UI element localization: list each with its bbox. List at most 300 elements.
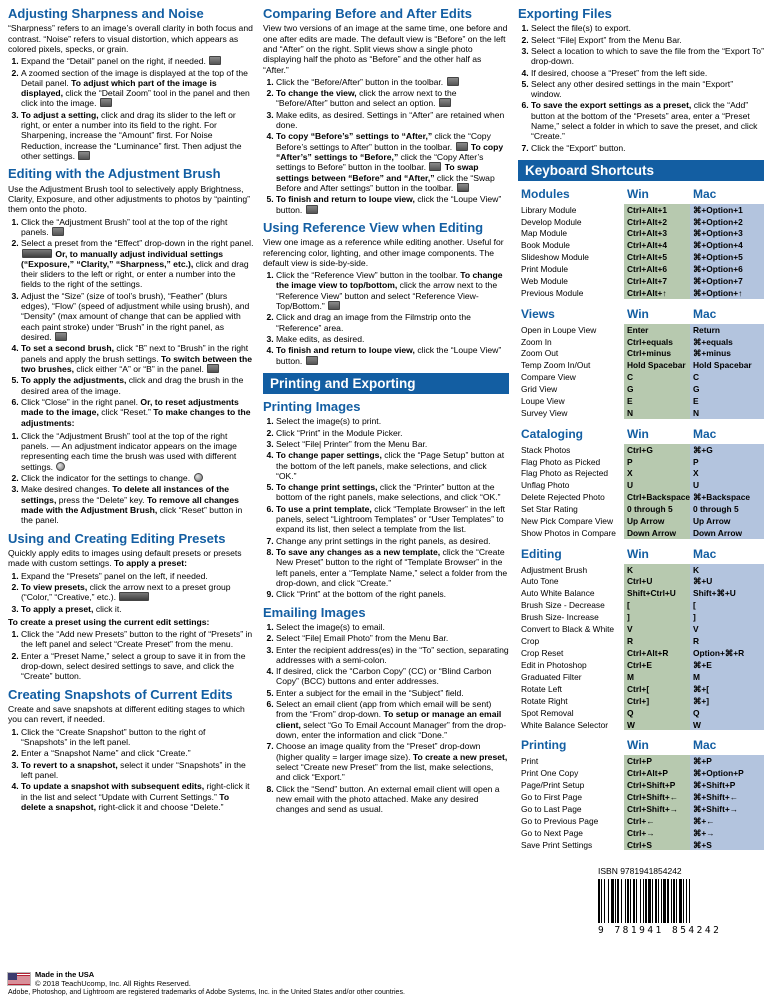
shortcut-row xyxy=(518,827,764,839)
list-item: 4. To update a snapshot with subsequent edits, right-click it in the list and select “Update with Current Settings.” To delete a snapshot, right-click it and choose “Delete.” xyxy=(21,781,254,812)
bold-phrase: To apply the adjustments, xyxy=(21,375,127,386)
bold-phrase: To use a print template, xyxy=(276,503,372,514)
bold-phrase: To adjust a setting, xyxy=(21,109,99,120)
list-item: 2. A zoomed section of the image is displayed at the top of the Detail panel. To adjust which part of the image is displayed, click the “Detail Zoom” tool in the panel and then click into the image. xyxy=(21,68,254,109)
shortcut-action: Rotate Left xyxy=(521,683,562,694)
shortcut-action: White Balance Selector xyxy=(521,719,609,730)
shortcut-win-key: Ctrl+Alt+6 xyxy=(624,263,690,275)
swap-settings-icon xyxy=(457,183,469,192)
shortcut-action: Brush Size - Decrease xyxy=(521,600,605,611)
list-item: 3. Make edits, as desired. xyxy=(276,334,509,344)
shortcut-mac-key: R xyxy=(690,635,764,647)
bold-phrase: To delete all instances of the settings, xyxy=(21,484,230,505)
list-item: 7. Click the “Export” button. xyxy=(531,143,764,153)
copy-before-to-after-icon xyxy=(456,142,468,151)
shortcut-action: Convert to Black & White xyxy=(521,624,615,635)
mac-column-header: Mac xyxy=(693,426,717,441)
loupe-view-icon xyxy=(306,205,318,214)
bold-phrase: To copy “Before’s” settings to “After,” xyxy=(276,131,433,142)
shortcut-mac-key: P xyxy=(690,456,764,468)
shortcut-win-key: Ctrl+Alt+R xyxy=(624,647,690,659)
numbered-list xyxy=(8,629,254,682)
banner-heading: Keyboard Shortcuts xyxy=(518,160,764,181)
banner-heading: Printing and Exporting xyxy=(263,373,509,394)
list-item: 1. Click the “Adjustment Brush” tool at the top of the right panels. xyxy=(21,217,254,238)
shortcut-win-key: Shift+Ctrl+U xyxy=(624,587,690,599)
detail-zoom-icon xyxy=(100,98,112,107)
list-item: 4. If desired, click the “Carbon Copy” (CC) or “Blind Carbon Copy” (BCC) buttons and enter addresses. xyxy=(276,666,509,687)
shortcut-action: Temp Zoom In/Out xyxy=(521,360,591,371)
shortcut-mac-key: ⌘+Option+4 xyxy=(690,239,764,251)
numbered-list xyxy=(518,23,764,153)
list-item: 1. Click the “Add new Presets” button to the right of “Presets” in the left panel and select “Create Preset” from the menu. xyxy=(21,629,254,650)
shortcut-action: Crop xyxy=(521,636,540,647)
shortcut-mac-key: ⌘+minus xyxy=(690,347,764,359)
bold-phrase: To set a second brush, xyxy=(21,343,114,354)
shortcut-win-key: K xyxy=(624,564,690,576)
us-flag-icon xyxy=(8,973,30,985)
shortcut-row xyxy=(518,287,764,299)
list-item: 5. To change print settings, click the “Printer” button at the bottom of the right panels, make selections, and click “OK.” xyxy=(276,482,509,503)
shortcut-win-key: V xyxy=(624,623,690,635)
shortcut-win-key: E xyxy=(624,395,690,407)
shortcut-win-key: Up Arrow xyxy=(624,515,690,527)
shortcut-section xyxy=(518,737,764,850)
shortcut-mac-key: ⌘+E xyxy=(690,659,764,671)
shortcut-row xyxy=(518,839,764,851)
shortcut-action: Go to Previous Page xyxy=(521,815,599,826)
section-heading: Using and Creating Editing Presets xyxy=(8,530,226,546)
paragraph xyxy=(8,617,254,627)
trademark-line: Adobe, Photoshop, and Lightroom are registered trademarks of Adobe Systems, Inc. in the United States and/or other countries. xyxy=(8,989,405,996)
column-right xyxy=(518,7,764,996)
list-item: 1. Click the “Before/After” button in the toolbar. xyxy=(276,77,509,87)
shortcut-mac-key: ⌘+Option+1 xyxy=(690,204,764,216)
section-heading: Exporting Files xyxy=(518,6,612,21)
shortcut-row xyxy=(518,479,764,491)
mac-column-header: Mac xyxy=(693,307,717,322)
shortcut-mac-key: V xyxy=(690,623,764,635)
shortcut-row xyxy=(518,336,764,348)
shortcut-action: Print xyxy=(521,756,539,767)
shortcut-mac-key: ⌘+equals xyxy=(690,336,764,348)
shortcut-win-key: Ctrl+Alt+2 xyxy=(624,216,690,228)
win-column-header: Win xyxy=(627,738,649,753)
footer-lines xyxy=(35,970,191,988)
shortcut-mac-key: Down Arrow xyxy=(690,527,764,539)
isbn-block xyxy=(592,862,764,938)
shortcut-row xyxy=(518,275,764,287)
shortcut-mac-key: W xyxy=(690,719,764,731)
numbered-list xyxy=(263,270,509,366)
list-item: 6. To use a print template, click “Template Browser” in the left panels, select “Lightroom Templates” or “User Templates” to expand its list, then select a template from the list. xyxy=(276,504,509,535)
shortcut-row xyxy=(518,383,764,395)
list-item: 2. To change the view, click the arrow next to the “Before/After” button and select an option. xyxy=(276,88,509,109)
shortcut-row xyxy=(518,791,764,803)
shortcut-win-key: Down Arrow xyxy=(624,527,690,539)
barcode-image xyxy=(598,879,758,923)
bold-phrase: To save any changes as a new template, xyxy=(276,547,441,558)
shortcut-section-title: Views xyxy=(521,307,555,322)
shortcut-action: Slideshow Module xyxy=(521,252,589,263)
list-item: 5. Enter a subject for the email in the “Subject” field. xyxy=(276,688,509,698)
shortcut-section-title: Editing xyxy=(521,546,562,561)
shortcut-row xyxy=(518,587,764,599)
bold-phrase: To make changes to the adjustments: xyxy=(21,407,251,428)
bold-phrase: To finish and return to loupe view, xyxy=(276,194,415,205)
list-item: 3. Make edits, as desired. Settings in “After” are retained when done. xyxy=(276,110,509,131)
shortcut-mac-key: Shift+⌘+U xyxy=(690,587,764,599)
shortcut-row xyxy=(518,456,764,468)
shortcut-row xyxy=(518,491,764,503)
adjustment-indicator-icon xyxy=(56,462,65,471)
shortcut-win-key: Ctrl+Shift+← xyxy=(624,791,690,803)
win-column-header: Win xyxy=(627,187,649,202)
shortcut-mac-key: Option+⌘+R xyxy=(690,647,764,659)
bold-phrase: To copy “After’s” settings to “Before,” xyxy=(276,141,504,163)
shortcut-mac-key: ⌘+Shift+→ xyxy=(690,803,764,815)
list-item: 3. To apply a preset, click it. xyxy=(21,604,254,614)
shortcut-mac-key: ⌘+U xyxy=(690,575,764,587)
mac-column-header: Mac xyxy=(693,546,717,561)
shortcut-action: Stack Photos xyxy=(521,444,571,455)
shortcut-section xyxy=(518,426,764,539)
win-column-header: Win xyxy=(627,426,649,441)
shortcut-section-title: Modules xyxy=(521,187,570,202)
shortcut-action: Book Module xyxy=(521,240,570,251)
bold-phrase: To update a snapshot with subsequent edits, xyxy=(21,781,205,792)
shortcut-action: Go to Next Page xyxy=(521,827,583,838)
shortcut-mac-key: ⌘+] xyxy=(690,695,764,707)
shortcut-mac-key: ⌘+Option+3 xyxy=(690,227,764,239)
shortcut-win-key: Ctrl+] xyxy=(624,695,690,707)
shortcut-action: Crop Reset xyxy=(521,648,564,658)
shortcut-win-key: Ctrl+Alt+7 xyxy=(624,275,690,287)
shortcut-action: Set Star Rating xyxy=(521,504,578,515)
shortcut-row xyxy=(518,755,764,767)
shortcut-row xyxy=(518,347,764,359)
bold-phrase: Or, to manually adjust individual settings (“Exposure,” “Clarity,” “Sharpness,” etc.), xyxy=(21,248,223,269)
list-item: 1. Select the image(s) to print. xyxy=(276,416,509,426)
list-item: 2. Select “File| Email Photo” from the Menu Bar. xyxy=(276,633,509,643)
shortcut-row xyxy=(518,719,764,731)
shortcut-win-key: Ctrl+G xyxy=(624,444,690,456)
shortcut-header-row xyxy=(518,186,764,204)
list-item: 3. Make desired changes. To delete all instances of the settings, press the “Delete” key. To remove all changes made with the Adjustment Brush, click “Reset” button in the panel. xyxy=(21,484,254,525)
shortcut-action: Open in Loupe View xyxy=(521,324,597,335)
shortcut-win-key: Ctrl+minus xyxy=(624,347,690,359)
shortcut-row xyxy=(518,779,764,791)
shortcut-mac-key: ⌘+G xyxy=(690,444,764,456)
shortcut-win-key: G xyxy=(624,383,690,395)
list-item: 4. To copy “Before’s” settings to “After,” click the “Copy Before’s settings to After” button in the toolbar. To copy “After’s” settings to “Before,” click the “Copy After’s settings to Before” button in the toolbar. To swap settings between “Before” and “After,” click the “Swap Before and After settings” button in the toolbar. xyxy=(276,131,509,193)
shortcut-action: Zoom Out xyxy=(521,348,559,359)
shortcut-row xyxy=(518,324,764,336)
bold-phrase: To revert to a snapshot, xyxy=(21,759,118,770)
shortcut-mac-key: N xyxy=(690,407,764,419)
shortcut-section xyxy=(518,546,764,731)
list-item: 2. To view presets, click the arrow next to a preset group (“Color,” “Creative,” etc.). xyxy=(21,582,254,603)
bold-phrase: To change print settings, xyxy=(276,482,378,493)
list-item: 4. To set a second brush, click “B” next to “Brush” in the right panels and apply the brush settings. To switch between the two brushes, click either “A” or “B” in the panel. xyxy=(21,343,254,374)
shortcut-action: Library Module xyxy=(521,204,577,215)
shortcut-action: Brush Size- Increase xyxy=(521,612,599,623)
shortcut-win-key: Ctrl+Shift+→ xyxy=(624,803,690,815)
list-item: 2. Click “Print” in the Module Picker. xyxy=(276,428,509,438)
shortcut-row xyxy=(518,444,764,456)
noise-settings-icon xyxy=(78,151,90,160)
list-item: 2. Click the indicator for the settings to change. xyxy=(21,473,254,483)
paragraph: Use the Adjustment Brush tool to selectively apply Brightness, Clarity, Exposure, and other adjustments to photos by “painting” them onto the photo. xyxy=(8,183,251,215)
shortcut-action: Page/Print Setup xyxy=(521,779,585,790)
bold-phrase: To remove all changes made with the Adjustment Brush, xyxy=(21,494,239,516)
shortcut-win-key: U xyxy=(624,479,690,491)
shortcut-mac-key: E xyxy=(690,395,764,407)
shortcut-row xyxy=(518,395,764,407)
shortcut-win-key: ] xyxy=(624,611,690,623)
shortcut-action: Flag Photo as Rejected xyxy=(521,468,609,479)
shortcut-action: Compare View xyxy=(521,372,576,383)
list-item: 8. Click the “Send” button. An external email client will open a new email with the photo attached. Make any desired changes and send as usual. xyxy=(276,784,509,815)
shortcut-mac-key: ⌘+S xyxy=(690,839,764,851)
column-left xyxy=(8,7,254,996)
shortcut-action: Web Module xyxy=(521,276,568,287)
section-heading: Editing with the Adjustment Brush xyxy=(8,166,221,182)
shortcut-win-key: Ctrl+U xyxy=(624,575,690,587)
shortcut-mac-key: ⌘+P xyxy=(690,755,764,767)
numbered-list xyxy=(263,416,509,599)
paragraph: “Sharpness” refers to an image’s overall clarity in both focus and contrast. “Noise” refers to visual distortion, which appears as colored pixels, specks, or grain. xyxy=(8,23,253,54)
shortcut-section xyxy=(518,186,764,299)
shortcut-mac-key: ⌘+Backspace xyxy=(690,491,764,503)
shortcut-action: Previous Module xyxy=(521,288,584,299)
shortcut-row xyxy=(518,659,764,671)
barcode-bar xyxy=(690,879,691,923)
bold-phrase: To change the view, xyxy=(276,88,357,99)
isbn-number: 9 781941 854242 xyxy=(598,925,722,937)
shortcut-win-key: W xyxy=(624,719,690,731)
list-item: 6. Select an email client (app from which email will be sent) from the “From” drop-down. To setup or manage an email client, select “Go To Email Account Manager” from the drop-down, enter the information and click “Done.” xyxy=(276,699,509,740)
section-heading: Emailing Images xyxy=(263,604,366,620)
made-in-usa-row xyxy=(8,970,568,988)
shortcut-mac-key: X xyxy=(690,467,764,479)
list-item: 2. Enter a “Preset Name,” select a group to save it in from the drop-down, select desired settings to save, and click the “Create” button. xyxy=(21,651,254,682)
shortcut-win-key: Ctrl+Backspace xyxy=(624,491,690,503)
shortcut-win-key: N xyxy=(624,407,690,419)
list-item: 3. To revert to a snapshot, select it under “Snapshots” in the left panel. xyxy=(21,760,254,781)
shortcut-mac-key: ⌘+Option+6 xyxy=(690,263,764,275)
bold-phrase: To view presets, xyxy=(21,581,88,592)
shortcut-row xyxy=(518,407,764,419)
list-item: 4. To finish and return to loupe view, click the “Loupe View” button. xyxy=(276,345,509,366)
bold-phrase: To apply a preset: xyxy=(114,558,187,569)
shortcut-win-key: Ctrl+← xyxy=(624,815,690,827)
shortcut-mac-key: ⌘+Option+2 xyxy=(690,216,764,228)
before-after-arrow-icon xyxy=(439,98,451,107)
shortcut-action: Survey View xyxy=(521,408,568,419)
shortcut-win-key: M xyxy=(624,671,690,683)
shortcut-row xyxy=(518,695,764,707)
numbered-list xyxy=(8,727,254,813)
shortcut-action: Develop Module xyxy=(521,216,582,227)
list-item: 4. If desired, choose a “Preset” from the left side. xyxy=(531,68,764,78)
preset-group-icon xyxy=(119,592,149,601)
paragraph: View two versions of an image at the same time, one before and one after edits are made. The default view is “Before” on the left and “After” on the right. Split views show a single photo displaying half the photo as “Before” and the other half as “After.” xyxy=(263,23,508,75)
section-heading: Creating Snapshots of Current Edits xyxy=(8,686,233,702)
shortcut-row xyxy=(518,767,764,779)
list-item: 4. To change paper settings, click the “Page Setup” button at the bottom of the left panels, make selections, and click “OK.” xyxy=(276,450,509,481)
bold-phrase: To create a preset using the current edit settings: xyxy=(8,616,210,627)
shortcut-win-key: Ctrl+Alt+5 xyxy=(624,251,690,263)
shortcut-section-title: Cataloging xyxy=(521,426,583,441)
section-heading: Adjusting Sharpness and Noise xyxy=(8,6,204,21)
shortcut-mac-key: K xyxy=(690,564,764,576)
shortcut-action: Save Print Settings xyxy=(521,839,593,850)
numbered-list xyxy=(8,56,254,161)
adjustment-brush-icon xyxy=(52,227,64,236)
shortcut-mac-key: [ xyxy=(690,599,764,611)
shortcut-row xyxy=(518,227,764,239)
shortcut-action: Auto Tone xyxy=(521,576,559,587)
shortcut-mac-key: ⌘+Shift+← xyxy=(690,791,764,803)
shortcut-mac-key: Q xyxy=(690,707,764,719)
bold-phrase: To setup or manage an email client, xyxy=(276,709,502,730)
shortcut-row xyxy=(518,515,764,527)
shortcut-row xyxy=(518,815,764,827)
shortcut-win-key: Ctrl+S xyxy=(624,839,690,851)
bold-phrase: To change paper settings, xyxy=(276,450,382,461)
shortcut-action: Loupe View xyxy=(521,396,565,407)
shortcut-action: Print Module xyxy=(521,264,569,275)
shortcut-win-key: Hold Spacebar xyxy=(624,359,690,371)
list-item: 1. Expand the “Detail” panel on the right, if needed. xyxy=(21,56,254,66)
shortcut-row xyxy=(518,575,764,587)
section-heading: Printing Images xyxy=(263,398,361,414)
shortcut-row xyxy=(518,467,764,479)
shortcut-row xyxy=(518,239,764,251)
shortcut-mac-key: G xyxy=(690,383,764,395)
numbered-list xyxy=(263,622,509,815)
copyright-line: © 2018 TeachUcomp, Inc. All Rights Reserved. xyxy=(35,979,191,988)
list-item: 7. Choose an image quality from the “Preset” drop-down (higher quality = larger image size). To create a new preset, select “Create new Preset” from the list, make selections, and click “Export.” xyxy=(276,741,509,782)
list-item: 1. Click the “Adjustment Brush” tool at the top of the right panels. — An adjustment indicator appears on the image representing each time the brush was used with different settings. xyxy=(21,431,254,472)
bold-phrase: To change the image view to top/bottom, xyxy=(276,270,503,291)
shortcut-win-key: 0 through 5 xyxy=(624,503,690,515)
shortcut-row xyxy=(518,803,764,815)
bold-phrase: To create a new preset, xyxy=(412,751,508,762)
shortcut-action: Grid View xyxy=(521,384,558,395)
shortcut-action: Go to Last Page xyxy=(521,803,582,814)
shortcut-mac-key: ⌘+Option+7 xyxy=(690,275,764,287)
shortcut-mac-key: ⌘+[ xyxy=(690,683,764,695)
shortcut-row xyxy=(518,599,764,611)
bold-phrase: To save the export settings as a preset, xyxy=(531,100,692,111)
bold-phrase: To switch between the two brushes, xyxy=(21,353,253,374)
shortcut-header-row xyxy=(518,737,764,755)
list-item: 3. Adjust the “Size” (size of tool’s brush), “Feather” (blurs edges), “Flow” (speed of adjustment while using brush), and “Density” (max amount of change that can be applied with each paint stroke) under “Brush” in the right panel, as desired. xyxy=(21,291,254,343)
brush-settings-icon xyxy=(55,332,67,341)
section-heading: Using Reference View when Editing xyxy=(263,219,484,235)
shortcut-action: Spot Removal xyxy=(521,707,574,718)
column-center xyxy=(263,7,509,996)
shortcut-mac-key: U xyxy=(690,479,764,491)
bold-phrase: Or, to reset adjustments made to the image, xyxy=(21,396,239,418)
shortcut-win-key: Ctrl+Alt+3 xyxy=(624,227,690,239)
bold-phrase: To finish and return to loupe view, xyxy=(276,345,415,356)
paragraph: Quickly apply edits to images using default presets or presets made with custom settings. To apply a preset: xyxy=(8,547,242,569)
list-item: 1. Select the image(s) to email. xyxy=(276,622,509,632)
shortcut-action: Unflag Photo xyxy=(521,480,570,491)
list-item: 6. Click “Close” in the right panel. Or, to reset adjustments made to the image, click “Reset.” To make changes to the adjustments: xyxy=(21,397,254,428)
shortcut-win-key: Ctrl+E xyxy=(624,659,690,671)
shortcut-row xyxy=(518,371,764,383)
shortcut-action: Graduated Filter xyxy=(521,671,582,682)
shortcut-action: Flag Photo as Picked xyxy=(521,456,601,467)
shortcut-row xyxy=(518,623,764,635)
shortcut-win-key: Ctrl+→ xyxy=(624,827,690,839)
list-item: 3. To adjust a setting, click and drag its slider to the left or right, or enter a number into its field to the right. For Sharpening, increase the “Amount” first. For Noise Reduction, increase the “Luminance” first. Then adjust the other settings. xyxy=(21,110,254,162)
shortcut-section xyxy=(518,306,764,419)
bold-phrase: To swap settings between “Before” and “After,” xyxy=(276,162,479,183)
win-column-header: Win xyxy=(627,307,649,322)
shortcut-action: Show Photos in Compare xyxy=(521,528,616,539)
bold-phrase: To adjust which part of the image is displayed, xyxy=(21,77,217,99)
shortcut-row xyxy=(518,204,764,216)
list-item: 1. Click the “Reference View” button in the toolbar. To change the image view to top/bottom, click the arrow next to the “Reference View” button and select “Reference View-Top/Bottom.” xyxy=(276,270,509,311)
shortcut-mac-key: Up Arrow xyxy=(690,515,764,527)
list-item: 2. Select “File| Export” from the Menu Bar. xyxy=(531,35,764,45)
before-after-icon xyxy=(447,77,459,86)
shortcut-mac-key: ⌘+← xyxy=(690,815,764,827)
effect-dropdown-icon xyxy=(22,249,52,258)
list-item: 5. To finish and return to loupe view, click the “Loupe View” button. xyxy=(276,194,509,215)
made-in-usa-label: Made in the USA xyxy=(35,970,95,979)
bold-phrase: To delete a snapshot, xyxy=(21,791,230,812)
shortcut-row xyxy=(518,251,764,263)
paragraph: View one image as a reference while editing another. Useful for referencing color, lighting, and other image components. The default view is side-by-side. xyxy=(263,237,504,268)
shortcut-row xyxy=(518,359,764,371)
list-item: 3. Select a location to which to save the file from the “Export To” drop-down. xyxy=(531,46,764,67)
shortcut-row xyxy=(518,263,764,275)
shortcut-mac-key: ⌘+Shift+P xyxy=(690,779,764,791)
shortcut-win-key: X xyxy=(624,467,690,479)
shortcut-mac-key: ⌘+Option+5 xyxy=(690,251,764,263)
shortcut-mac-key: 0 through 5 xyxy=(690,503,764,515)
bold-phrase: To apply a preset, xyxy=(21,603,94,614)
shortcut-mac-key: M xyxy=(690,671,764,683)
list-item: 6. To save the export settings as a preset, click the “Add” button at the bottom of the “Presets” area, enter a “Preset Name,” select a folder in which to save the preset, and click “Create.” xyxy=(531,100,764,141)
shortcut-win-key: Ctrl+Shift+P xyxy=(624,779,690,791)
shortcut-win-key: Enter xyxy=(624,324,690,336)
shortcut-win-key: R xyxy=(624,635,690,647)
win-column-header: Win xyxy=(627,546,649,561)
list-item: 9. Click “Print” at the bottom of the right panels. xyxy=(276,589,509,599)
shortcut-row xyxy=(518,216,764,228)
shortcut-mac-key: ⌘+Option+↑ xyxy=(690,287,764,299)
shortcut-win-key: Ctrl+Alt+↑ xyxy=(624,287,690,299)
shortcut-action: Print One Copy xyxy=(521,767,579,778)
loupe-view-icon xyxy=(306,356,318,365)
shortcut-mac-key: Hold Spacebar xyxy=(690,359,764,371)
shortcut-action: Adjustment Brush xyxy=(521,564,588,575)
shortcut-win-key: Ctrl+Alt+P xyxy=(624,767,690,779)
numbered-list xyxy=(263,77,509,215)
shortcut-row xyxy=(518,671,764,683)
numbered-list xyxy=(8,571,254,614)
list-item: 2. Click and drag an image from the Filmstrip onto the “Reference” area. xyxy=(276,312,509,333)
shortcut-row xyxy=(518,564,764,576)
shortcut-win-key: Ctrl+equals xyxy=(624,336,690,348)
